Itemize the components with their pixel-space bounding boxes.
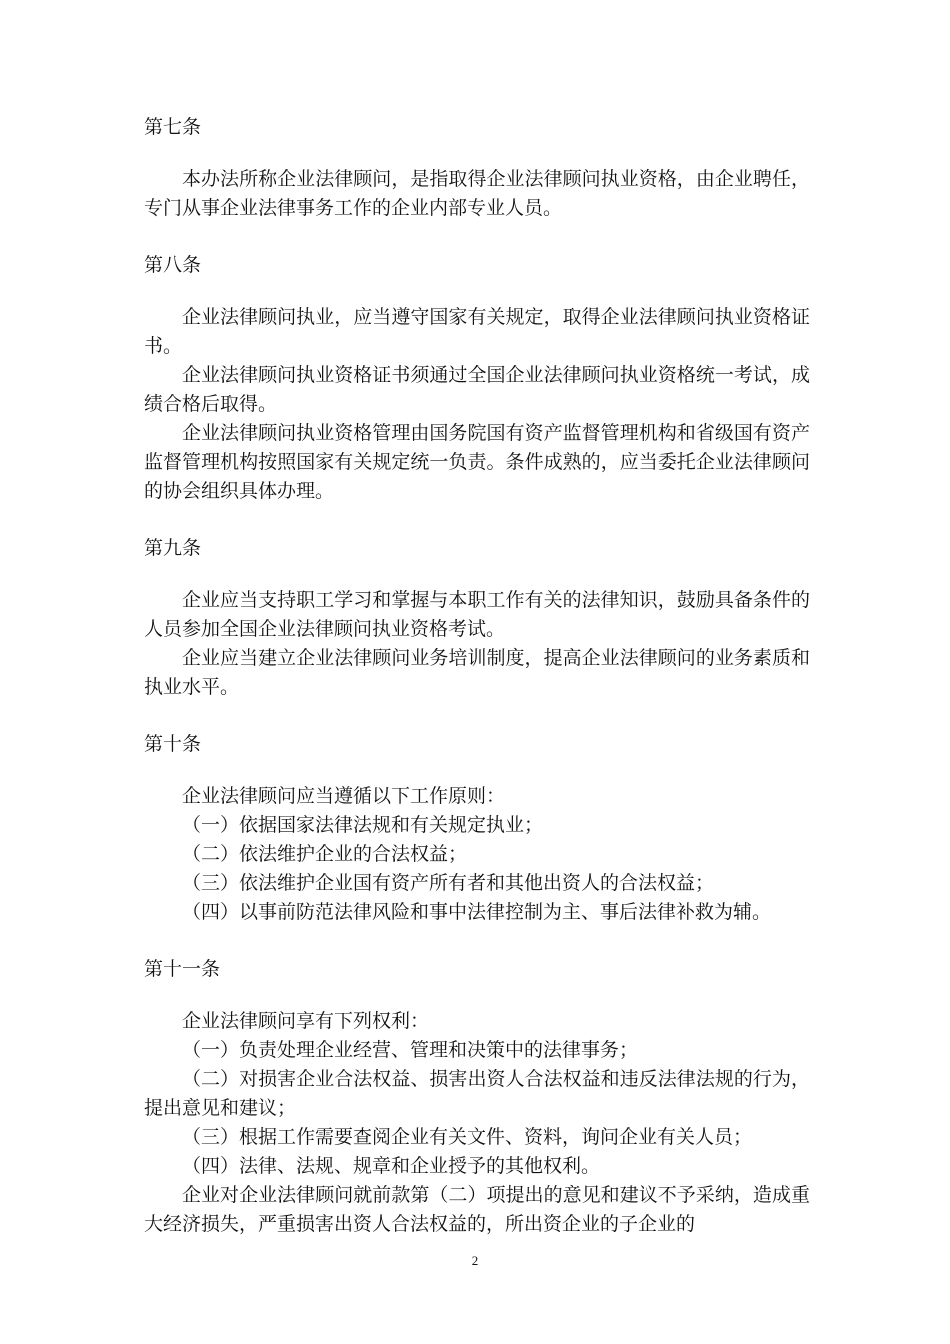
article-11 — [144, 954, 810, 1239]
article-body — [144, 165, 810, 223]
article-list-item: （一）依据国家法律法规和有关规定执业； — [182, 814, 544, 836]
article-paragraph: 企业法律顾问应当遵循以下工作原则： — [182, 785, 506, 807]
article-paragraph: 企业法律顾问执业资格证书须通过全国企业法律顾问执业资格统一考试，成绩合格后取得。 — [144, 364, 810, 415]
article-list-item: （四）法律、法规、规章和企业授予的其他权利。 — [182, 1155, 601, 1177]
article-heading: 第十条 — [144, 733, 202, 755]
article-8 — [144, 250, 810, 506]
article-body — [144, 303, 810, 506]
document-page — [144, 112, 810, 1239]
article-7 — [144, 112, 810, 223]
article-list-item: （四）以事前防范法律风险和事中法律控制为主、事后法律补救为辅。 — [182, 901, 772, 923]
article-body — [144, 586, 810, 702]
article-list-item: （三）根据工作需要查阅企业有关文件、资料，询问企业有关人员； — [182, 1126, 753, 1148]
article-10 — [144, 729, 810, 927]
page-number: 2 — [471, 1253, 479, 1268]
article-paragraph: 企业应当建立企业法律顾问业务培训制度，提高企业法律顾问的业务素质和执业水平。 — [144, 647, 810, 698]
article-paragraph: 本办法所称企业法律顾问，是指取得企业法律顾问执业资格，由企业聘任，专门从事企业法律事务工作的企业内部专业人员。 — [144, 168, 810, 219]
article-list-item: （一）负责处理企业经营、管理和决策中的法律事务； — [182, 1039, 639, 1061]
article-list-item: （二）依法维护企业的合法权益； — [182, 843, 468, 865]
article-paragraph: 企业法律顾问执业，应当遵守国家有关规定，取得企业法律顾问执业资格证书。 — [144, 306, 810, 357]
article-heading: 第十一条 — [144, 958, 221, 980]
article-paragraph: 企业法律顾问享有下列权利： — [182, 1010, 430, 1032]
article-body — [144, 1007, 810, 1239]
article-paragraph: 企业应当支持职工学习和掌握与本职工作有关的法律知识，鼓励具备条件的人员参加全国企业法律顾问执业资格考试。 — [144, 589, 810, 640]
article-heading: 第七条 — [144, 116, 202, 138]
article-paragraph: 企业法律顾问执业资格管理由国务院国有资产监督管理机构和省级国有资产监督管理机构按照国家有关规定统一负责。条件成熟的，应当委托企业法律顾问的协会组织具体办理。 — [144, 422, 810, 502]
article-list-item: （二）对损害企业合法权益、损害出资人合法权益和违反法律法规的行为，提出意见和建议； — [144, 1068, 810, 1119]
article-paragraph: 企业对企业法律顾问就前款第（二）项提出的意见和建议不予采纳，造成重大经济损失，严重损害出资人合法权益的，所出资企业的子企业的 — [144, 1184, 810, 1235]
article-heading: 第九条 — [144, 537, 202, 559]
article-list-item: （三）依法维护企业国有资产所有者和其他出资人的合法权益； — [182, 872, 715, 894]
article-9 — [144, 533, 810, 702]
article-heading: 第八条 — [144, 254, 202, 276]
article-body — [144, 782, 810, 927]
